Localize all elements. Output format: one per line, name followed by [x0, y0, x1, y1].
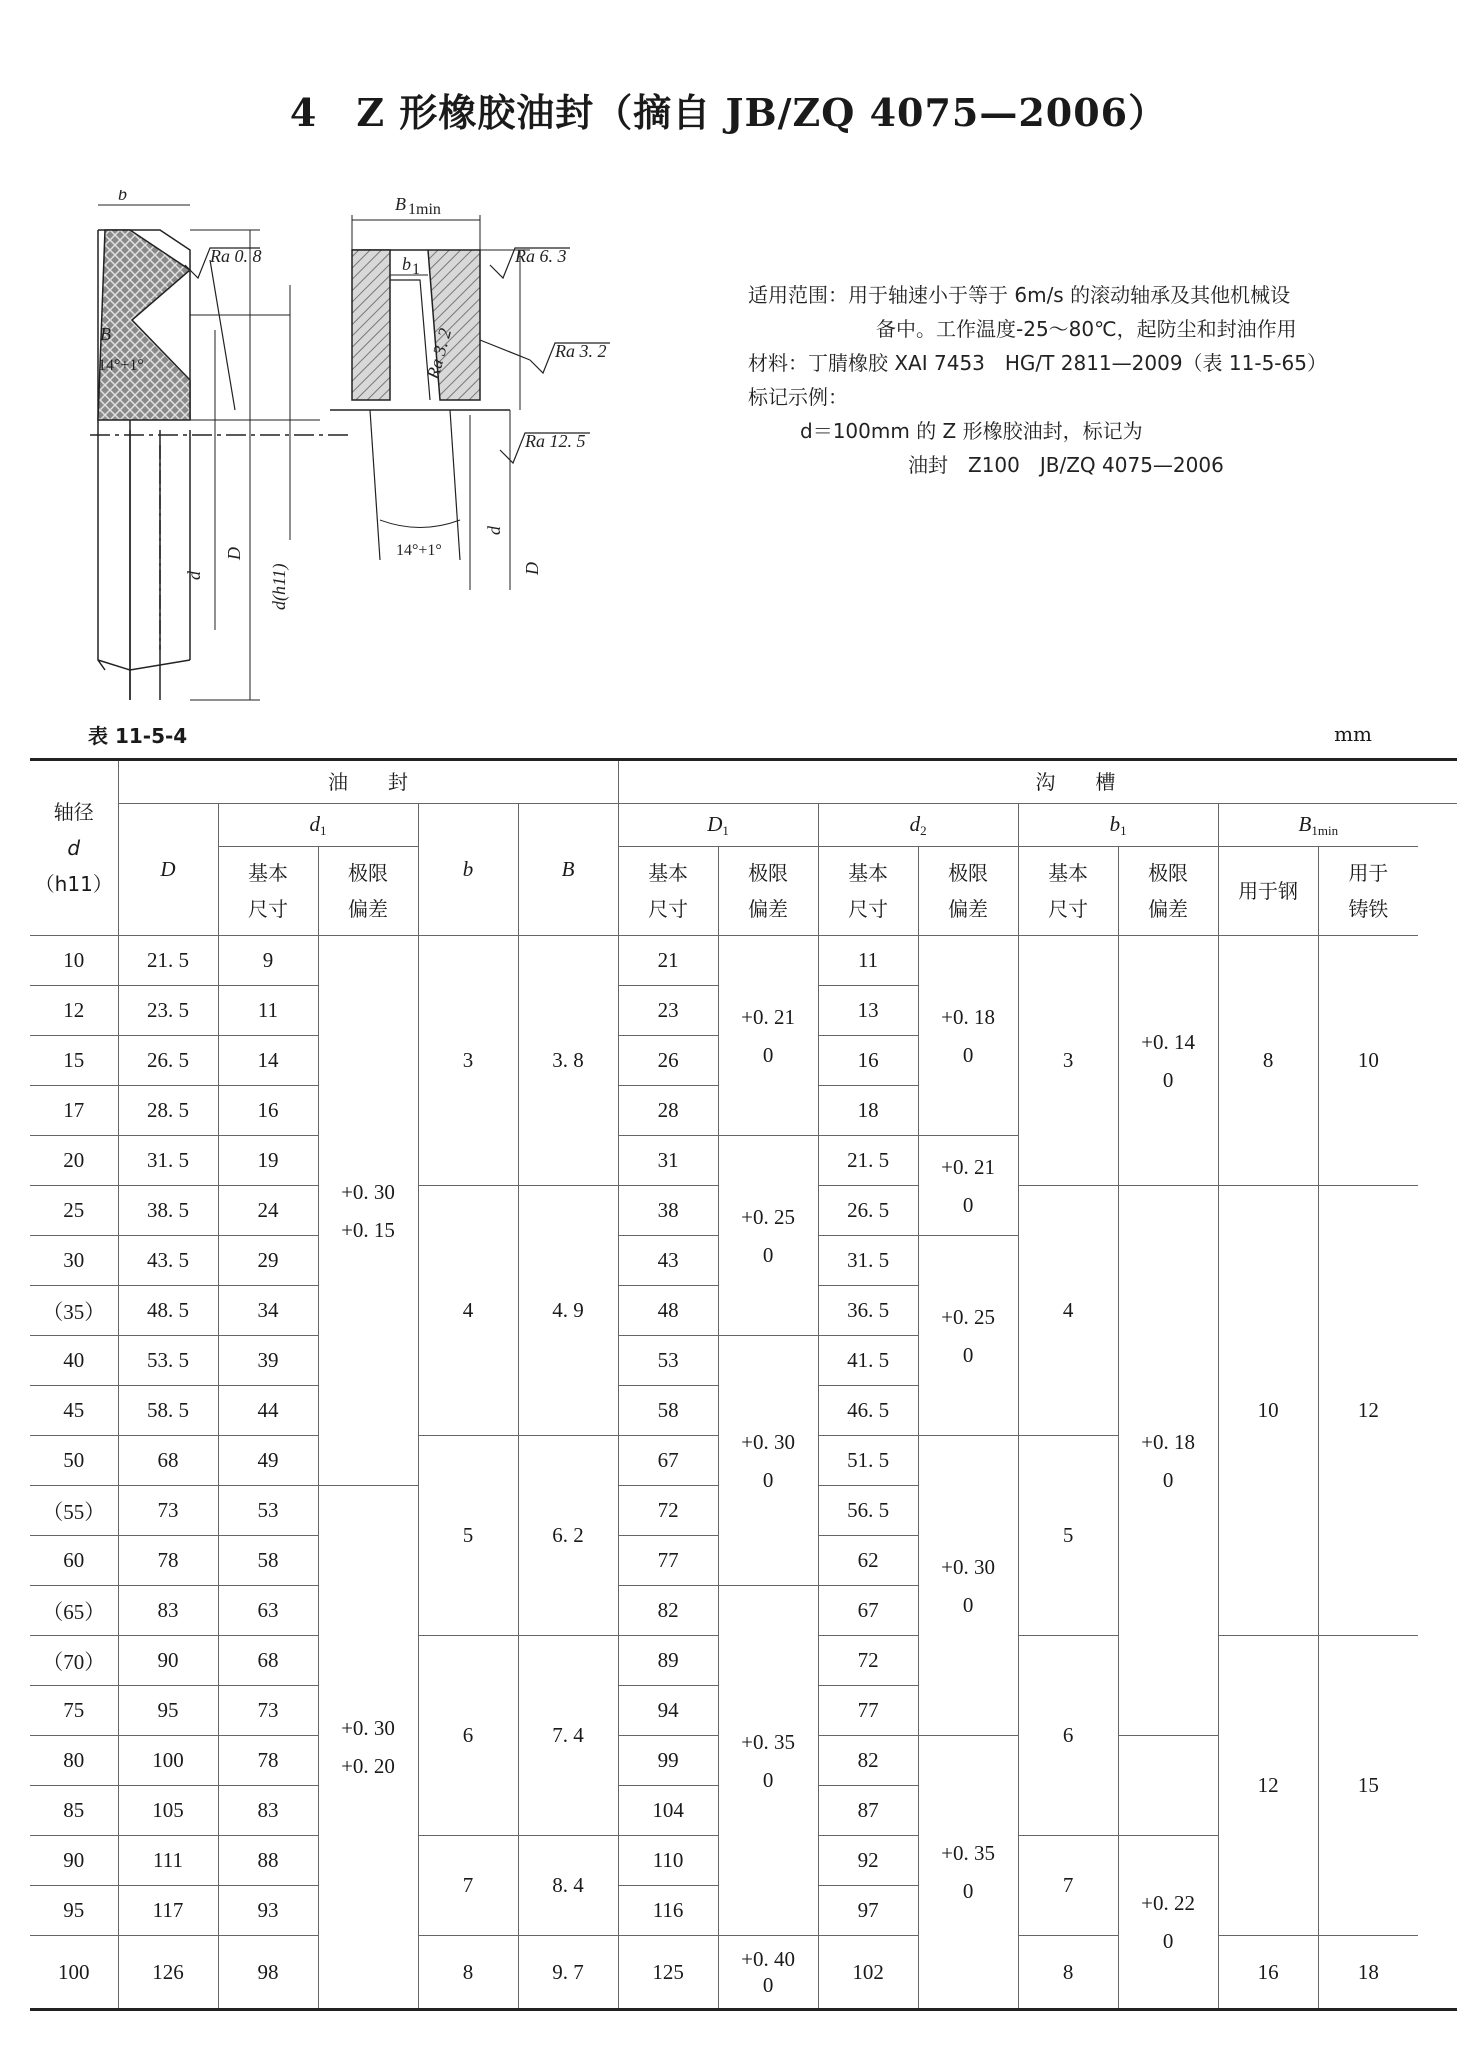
header-iron [1318, 847, 1418, 936]
cell-d2: 56. 5 [818, 1486, 918, 1536]
header-D1-label: D [707, 811, 723, 836]
example-line-2: 油封 Z100 JB/ZQ 4075—2006 [908, 453, 1224, 477]
cell-d: 12 [30, 986, 118, 1036]
cell-D1: 23 [618, 986, 718, 1036]
cell-D: 26. 5 [118, 1036, 218, 1086]
label-angle1: 14°+1° [98, 357, 144, 374]
cell-D1: 89 [618, 1636, 718, 1686]
label-d1: d [184, 571, 204, 580]
header-B1min-sub: 1min [1311, 822, 1339, 838]
header-basic-b: 尺寸 [648, 897, 689, 921]
header-B: B [518, 804, 618, 936]
cell-D: 111 [118, 1836, 218, 1886]
header-b1 [1018, 804, 1218, 847]
cell-D: 38. 5 [118, 1186, 218, 1236]
cell-d1: 11 [218, 986, 318, 1036]
cell-d: 30 [30, 1236, 118, 1286]
cell-D1: 53 [618, 1336, 718, 1386]
cell-D1: 31 [618, 1136, 718, 1186]
cell-D: 28. 5 [118, 1086, 218, 1136]
cell-d: （70） [30, 1636, 118, 1686]
cell-D1: 21 [618, 936, 718, 986]
cell-d2: 21. 5 [818, 1136, 918, 1186]
header-limit-b: 偏差 [348, 897, 388, 921]
cell-d2: 67 [818, 1586, 918, 1636]
cell-d2: 11 [818, 936, 918, 986]
label-d2: d [484, 526, 504, 535]
cell-D: 48. 5 [118, 1286, 218, 1336]
header-b: b [418, 804, 518, 936]
cell-d2: 16 [818, 1036, 918, 1086]
header-B1min-label: B [1298, 811, 1312, 836]
cell-d1: 29 [218, 1236, 318, 1286]
cell-b: 3 [418, 936, 518, 1186]
cell-D1: 99 [618, 1736, 718, 1786]
header-limit-a: 极限 [1148, 861, 1189, 885]
cell-iron: 10 [1318, 936, 1418, 1186]
header-D1 [618, 804, 818, 847]
header-d2-sub: 2 [920, 822, 927, 838]
cell-d2: 31. 5 [818, 1236, 918, 1286]
cell-d: 25 [30, 1186, 118, 1236]
cell-d1: 63 [218, 1586, 318, 1636]
header-D1-limit [718, 847, 818, 936]
label-B1min: B [395, 194, 406, 214]
header-d2-basic [818, 847, 918, 936]
header-d1-label: d [309, 811, 320, 836]
label-b1-sub: 1 [412, 261, 420, 278]
cell-D1-tol: +0. 35 0 [718, 1586, 818, 1936]
cell-B: 4. 9 [518, 1186, 618, 1436]
cell-d: 17 [30, 1086, 118, 1136]
header-D1-sub: 1 [722, 822, 729, 838]
header-d1-sub: 1 [320, 822, 327, 838]
cell-d1: 19 [218, 1136, 318, 1186]
cell-d1: 16 [218, 1086, 318, 1136]
header-basic-b: 尺寸 [248, 897, 288, 921]
cell-b: 7 [418, 1836, 518, 1936]
cell-steel: 10 [1218, 1186, 1318, 1636]
seal-drawing-svg [90, 190, 730, 720]
cell-d2: 77 [818, 1686, 918, 1736]
cell-d2: 92 [818, 1836, 918, 1886]
cell-D1-tol: +0. 25 0 [718, 1136, 818, 1336]
header-steel: 用于钢 [1218, 847, 1318, 936]
cell-d1: 9 [218, 936, 318, 986]
header-d1 [218, 804, 418, 847]
header-limit-b: 偏差 [1148, 897, 1189, 921]
cell-steel: 12 [1218, 1636, 1318, 1936]
header-iron-a: 用于 [1348, 861, 1389, 885]
header-basic-a: 基本 [648, 861, 689, 885]
scope-line-2: 备中。工作温度-25～80℃，起防尘和封油作用 [876, 317, 1297, 341]
label-ra125: Ra 12. 5 [525, 431, 586, 451]
table-unit: mm [1334, 722, 1372, 746]
cell-d1: 44 [218, 1386, 318, 1436]
cell-D: 58. 5 [118, 1386, 218, 1436]
cell-d2-tol: +0. 35 0 [918, 1736, 1018, 2010]
material-line: 材料：丁腈橡胶 XAⅠ 7453 HG/T 2811—2009（表 11-5-65） [748, 351, 1327, 375]
cell-D1: 104 [618, 1786, 718, 1836]
cell-d1: 68 [218, 1636, 318, 1686]
cell-b: 8 [418, 1936, 518, 2010]
header-limit-a: 极限 [748, 861, 789, 885]
cell-iron: 15 [1318, 1636, 1418, 1936]
cell-D: 31. 5 [118, 1136, 218, 1186]
cell-D: 23. 5 [118, 986, 218, 1036]
header-iron-b: 铸铁 [1348, 897, 1389, 921]
cell-D1: 67 [618, 1436, 718, 1486]
cell-b1-tol: +0. 18 0 [1118, 1186, 1218, 1736]
header-seal: 油 封 [118, 760, 618, 804]
label-ra32a: Ra 3. 2 [422, 326, 456, 382]
cell-D: 117 [118, 1886, 218, 1936]
cell-D: 68 [118, 1436, 218, 1486]
header-d2-limit [918, 847, 1018, 936]
cell-D1: 72 [618, 1486, 718, 1536]
cell-d2: 62 [818, 1536, 918, 1586]
cell-d: 100 [30, 1936, 118, 2010]
example-line-1: d＝100mm 的 Z 形橡胶油封，标记为 [800, 419, 1143, 443]
header-basic-a: 基本 [248, 861, 288, 885]
header-d2 [818, 804, 1018, 847]
cell-d: （35） [30, 1286, 118, 1336]
cell-D: 83 [118, 1586, 218, 1636]
cell-d2: 102 [818, 1936, 918, 2010]
cell-D: 90 [118, 1636, 218, 1686]
cell-B: 9. 7 [518, 1936, 618, 2010]
header-groove: 沟 槽 [618, 760, 1457, 804]
cell-d: 95 [30, 1886, 118, 1936]
cell-d2-tol: +0. 30 0 [918, 1436, 1018, 1736]
cell-d2: 36. 5 [818, 1286, 918, 1336]
cell-D1: 58 [618, 1386, 718, 1436]
cell-d: 45 [30, 1386, 118, 1436]
label-angle2: 14°+1° [396, 542, 442, 559]
header-limit-a: 极限 [948, 861, 989, 885]
seal-drawing [90, 190, 730, 720]
cell-D1-tol: +0. 30 0 [718, 1336, 818, 1586]
cell-d2: 46. 5 [818, 1386, 918, 1436]
cell-b: 5 [418, 1436, 518, 1636]
header-d2-label: d [909, 811, 921, 836]
cell-steel: 8 [1218, 936, 1318, 1186]
cell-d1: 24 [218, 1186, 318, 1236]
label-ra32b: Ra 3. 2 [555, 341, 607, 361]
cell-D1: 28 [618, 1086, 718, 1136]
cell-D1: 82 [618, 1586, 718, 1636]
cell-d1: 34 [218, 1286, 318, 1336]
cell-d2: 41. 5 [818, 1336, 918, 1386]
cell-D1-tol: +0. 21 0 [718, 936, 818, 1136]
cell-d1: 83 [218, 1786, 318, 1836]
cell-iron: 12 [1318, 1186, 1418, 1636]
header-limit-b: 偏差 [748, 897, 789, 921]
cell-D1: 43 [618, 1236, 718, 1286]
table-caption: 表 11-5-4 [88, 724, 188, 748]
cell-b1: 5 [1018, 1436, 1118, 1636]
cell-b: 6 [418, 1636, 518, 1836]
header-limit-b: 偏差 [948, 897, 989, 921]
header-D1-basic [618, 847, 718, 936]
label-D1: D [522, 562, 542, 575]
cell-b1: 4 [1018, 1186, 1118, 1436]
cell-D1: 94 [618, 1686, 718, 1736]
cell-B: 3. 8 [518, 936, 618, 1186]
cell-d1: 78 [218, 1736, 318, 1786]
cell-D: 43. 5 [118, 1236, 218, 1286]
cell-d: 15 [30, 1036, 118, 1086]
cell-d: 20 [30, 1136, 118, 1186]
scope-line-1: 适用范围：用于轴速小于等于 6m/s 的滚动轴承及其他机械设 [748, 283, 1291, 307]
cell-B: 8. 4 [518, 1836, 618, 1936]
cell-D1: 26 [618, 1036, 718, 1086]
cell-b1: 8 [1018, 1936, 1118, 2010]
header-basic-b: 尺寸 [848, 897, 889, 921]
label-b: b [118, 190, 127, 204]
header-basic-a: 基本 [1048, 861, 1089, 885]
table-row [30, 936, 1457, 986]
cell-d2: 26. 5 [818, 1186, 918, 1236]
cell-D: 95 [118, 1686, 218, 1736]
cell-D1-tol: +0. 40 0 [718, 1936, 818, 2010]
header-shaft [30, 760, 118, 936]
header-b1-basic [1018, 847, 1118, 936]
cell-d: （55） [30, 1486, 118, 1536]
cell-d2: 82 [818, 1736, 918, 1786]
cell-d: 90 [30, 1836, 118, 1886]
cell-d1: 98 [218, 1936, 318, 2010]
cell-b: 4 [418, 1186, 518, 1436]
cell-d1-tol: +0. 30 +0. 15 [318, 936, 418, 1486]
table-row [30, 1936, 1457, 2010]
cell-iron: 18 [1318, 1936, 1418, 2010]
cell-d1: 93 [218, 1886, 318, 1936]
label-D: D [224, 547, 244, 560]
header-basic-a: 基本 [848, 861, 889, 885]
cell-d1-tol: +0. 30 +0. 20 [318, 1486, 418, 2010]
header-B1min [1218, 804, 1418, 847]
cell-d: 60 [30, 1536, 118, 1586]
cell-B: 7. 4 [518, 1636, 618, 1836]
cell-D1: 38 [618, 1186, 718, 1236]
cell-d: （65） [30, 1586, 118, 1636]
cell-D: 78 [118, 1536, 218, 1586]
cell-b1: 7 [1018, 1836, 1118, 1936]
label-B: B [100, 324, 111, 344]
label-dh11: d(h11) [269, 563, 289, 610]
cell-b1-tol: +0. 14 0 [1118, 936, 1218, 1186]
cell-d2-tol: +0. 18 0 [918, 936, 1018, 1136]
cell-d1: 53 [218, 1486, 318, 1536]
seal-dimension-table [30, 758, 1457, 2011]
cell-d1: 73 [218, 1686, 318, 1736]
cell-d1: 39 [218, 1336, 318, 1386]
label-b1: b [402, 254, 411, 274]
cell-steel: 16 [1218, 1936, 1318, 2010]
cell-d: 10 [30, 936, 118, 986]
cell-d1: 14 [218, 1036, 318, 1086]
cell-d: 75 [30, 1686, 118, 1736]
cell-d2: 51. 5 [818, 1436, 918, 1486]
cell-d1: 58 [218, 1536, 318, 1586]
cell-d2-tol: +0. 25 0 [918, 1236, 1018, 1436]
cell-D: 126 [118, 1936, 218, 2010]
cell-b1: 3 [1018, 936, 1118, 1186]
cell-d2: 97 [818, 1886, 918, 1936]
cell-b1-tol: +0. 22 0 [1118, 1836, 1218, 2010]
cell-d: 50 [30, 1436, 118, 1486]
header-basic-b: 尺寸 [1048, 897, 1089, 921]
cell-D: 53. 5 [118, 1336, 218, 1386]
cell-D: 21. 5 [118, 936, 218, 986]
seal-section [90, 230, 350, 700]
page-title: 4 Z 形橡胶油封（摘自 JB/ZQ 4075—2006） [289, 90, 1168, 135]
label-ra63: Ra 6. 3 [515, 246, 567, 266]
header-limit-a: 极限 [348, 861, 388, 885]
header-d1-limit [318, 847, 418, 936]
cell-d2: 87 [818, 1786, 918, 1836]
cell-D1: 116 [618, 1886, 718, 1936]
cell-D1: 77 [618, 1536, 718, 1586]
cell-b1: 6 [1018, 1636, 1118, 1836]
cell-D: 105 [118, 1786, 218, 1836]
cell-d2: 18 [818, 1086, 918, 1136]
label-B1min-sub: 1min [408, 201, 441, 218]
header-b1-sub: 1 [1120, 822, 1127, 838]
header-shaft-h11: （h11） [34, 872, 113, 896]
header-d1-basic [218, 847, 318, 936]
cell-d: 40 [30, 1336, 118, 1386]
header-b1-limit [1118, 847, 1218, 936]
cell-d2-tol: +0. 21 0 [918, 1136, 1018, 1236]
header-shaft-d: d [67, 836, 81, 860]
cell-D: 73 [118, 1486, 218, 1536]
cell-d2: 13 [818, 986, 918, 1036]
cell-d1: 49 [218, 1436, 318, 1486]
cell-D: 100 [118, 1736, 218, 1786]
cell-D1: 110 [618, 1836, 718, 1886]
cell-D1: 48 [618, 1286, 718, 1336]
cell-D1: 125 [618, 1936, 718, 2010]
cell-d: 85 [30, 1786, 118, 1836]
header-D: D [118, 804, 218, 936]
usage-info [748, 278, 1438, 482]
cell-B: 6. 2 [518, 1436, 618, 1636]
cell-d2: 72 [818, 1636, 918, 1686]
label-ra08: Ra 0. 8 [210, 246, 262, 266]
cell-d1: 88 [218, 1836, 318, 1886]
cell-d: 80 [30, 1736, 118, 1786]
example-label: 标记示例： [748, 385, 848, 409]
header-shaft-label: 轴径 [53, 800, 94, 824]
header-b1-label: b [1109, 811, 1121, 836]
